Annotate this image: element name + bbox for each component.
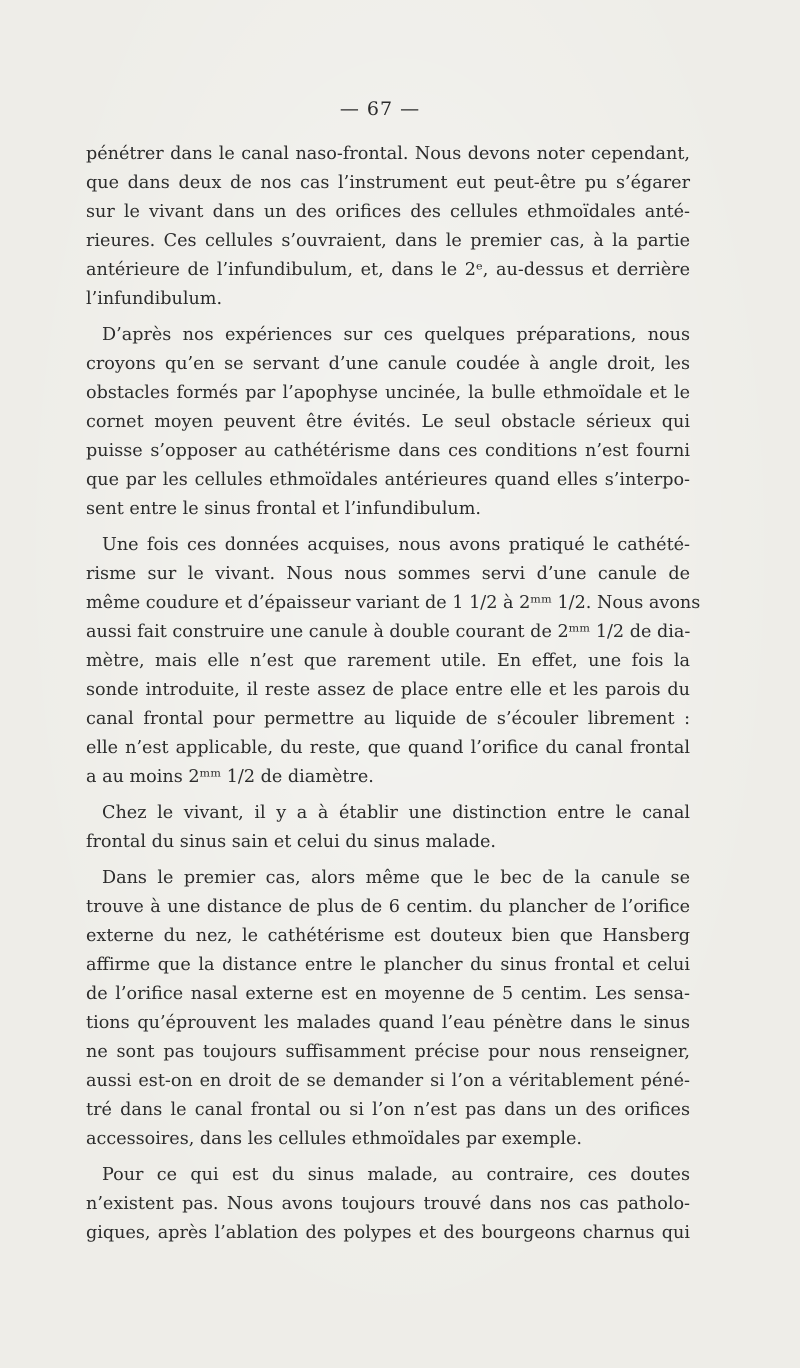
text-line: frontal du sinus sain et celui du sinus malade.: [86, 832, 497, 852]
text-line: sur le vivant dans un des orifices des cellules ethmoïdales anté-: [86, 202, 690, 222]
text-line: risme sur le vivant. Nous nous sommes servi d’une canule de: [86, 564, 690, 584]
text-line: de l’orifice nasal externe est en moyenne de 5 centim. Les sensa-: [86, 984, 690, 1004]
text-line: tré dans le canal frontal ou si l’on n’est pas dans un des orifices: [86, 1100, 690, 1120]
body-text: [86, 140, 701, 1255]
page-number: — 67 —: [339, 98, 421, 120]
text-line: Chez le vivant, il y a à établir une distinction entre le canal: [102, 803, 690, 823]
text-line: affirme que la distance entre le plancher du sinus frontal et celui: [86, 955, 690, 975]
paragraph-4: [86, 799, 690, 857]
paragraph-3: [86, 531, 701, 792]
text-line: obstacles formés par l’apophyse uncinée, la bulle ethmoïdale et le: [86, 383, 690, 403]
text-line: elle n’est applicable, du reste, que quand l’orifice du canal frontal: [86, 738, 690, 758]
text-line: mètre, mais elle n’est que rarement utile. En effet, une fois la: [86, 651, 690, 671]
text-line: Pour ce qui est du sinus malade, au contraire, ces doutes: [102, 1165, 690, 1185]
text-line: même coudure et d’épaisseur variant de 1 1/2 à 2ᵐᵐ 1/2. Nous avons: [86, 593, 701, 613]
text-line: que dans deux de nos cas l’instrument eut peut-être pu s’égarer: [86, 173, 690, 193]
text-line: D’après nos expériences sur ces quelques préparations, nous: [102, 325, 690, 345]
text-line: sent entre le sinus frontal et l’infundibulum.: [86, 499, 482, 519]
text-line: Une fois ces données acquises, nous avons pratiqué le cathété-: [102, 535, 690, 555]
text-line: trouve à une distance de plus de 6 centim. du plancher de l’orifice: [86, 897, 690, 917]
text-line: puisse s’opposer au cathétérisme dans ces conditions n’est fourni: [86, 441, 690, 461]
text-line: a au moins 2ᵐᵐ 1/2 de diamètre.: [86, 767, 374, 787]
paragraph-6: [86, 1161, 690, 1248]
paragraph-2: [86, 321, 690, 524]
paragraph-1: [86, 140, 690, 314]
text-line: cornet moyen peuvent être évités. Le seul obstacle sérieux qui: [86, 412, 690, 432]
text-line: que par les cellules ethmoïdales antérieures quand elles s’interpo-: [86, 470, 690, 490]
text-line: rieures. Ces cellules s’ouvraient, dans le premier cas, à la partie: [86, 231, 690, 251]
text-line: aussi fait construire une canule à double courant de 2ᵐᵐ 1/2 de dia-: [86, 622, 691, 642]
paragraph-5: [86, 864, 690, 1154]
text-line: giques, après l’ablation des polypes et des bourgeons charnus qui: [86, 1223, 690, 1243]
text-line: sonde introduite, il reste assez de place entre elle et les parois du: [86, 680, 690, 700]
text-line: antérieure de l’infundibulum, et, dans le 2ᵉ, au-dessus et derrière: [86, 260, 690, 280]
text-line: externe du nez, le cathétérisme est douteux bien que Hansberg: [86, 926, 690, 946]
text-line: aussi est-on en droit de se demander si l’on a véritablement péné-: [86, 1071, 690, 1091]
text-line: tions qu’éprouvent les malades quand l’eau pénètre dans le sinus: [86, 1013, 690, 1033]
text-line: l’infundibulum.: [86, 289, 223, 309]
text-line: croyons qu’en se servant d’une canule coudée à angle droit, les: [86, 354, 690, 374]
text-line: accessoires, dans les cellules ethmoïdales par exemple.: [86, 1129, 583, 1149]
text-line: pénétrer dans le canal naso-frontal. Nous devons noter cependant,: [86, 144, 690, 164]
text-line: ne sont pas toujours suffisamment précise pour nous renseigner,: [86, 1042, 690, 1062]
text-line: canal frontal pour permettre au liquide de s’écouler librement :: [86, 709, 690, 729]
text-line: Dans le premier cas, alors même que le bec de la canule se: [102, 868, 690, 888]
text-line: n’existent pas. Nous avons toujours trouvé dans nos cas patholo-: [86, 1194, 690, 1214]
